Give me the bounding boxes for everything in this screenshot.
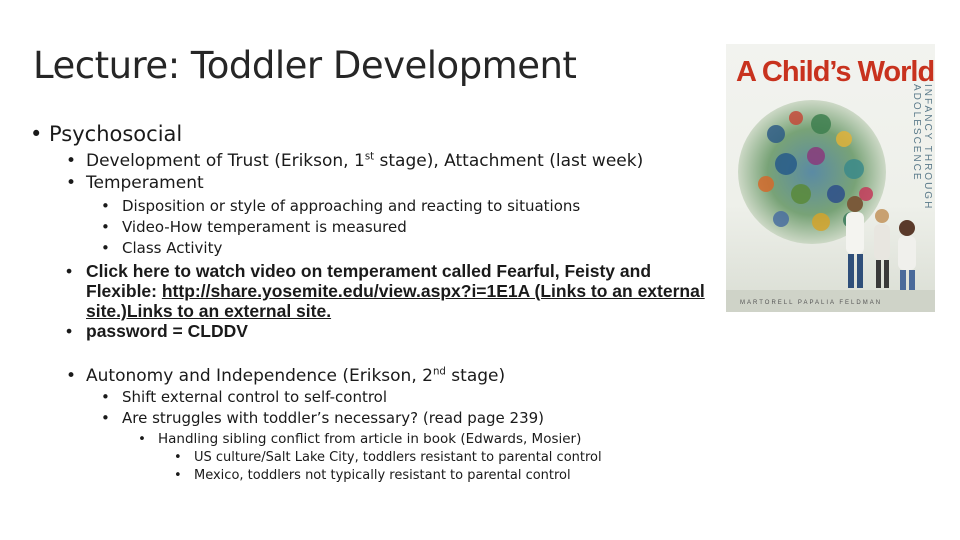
- autonomy-superscript: nd: [432, 366, 446, 378]
- bullet-text: Psychosocial: [49, 122, 183, 146]
- bullet-marker: •: [66, 366, 77, 386]
- bullet-struggles: [101, 409, 544, 427]
- bullet-marker: •: [66, 321, 73, 341]
- trust-superscript: st: [364, 151, 375, 163]
- book-subtitle: INFANCY THROUGH ADOLESCENCE: [911, 84, 933, 211]
- click-here-prefix: Flexible:: [86, 281, 162, 301]
- bullet-marker: •: [174, 450, 182, 465]
- bullet-marker: •: [66, 261, 73, 281]
- bullet-marker: •: [101, 409, 110, 427]
- slide-title: Lecture: Toddler Development: [33, 44, 577, 87]
- bullet-video-measured: [101, 218, 407, 236]
- video-link-block: [66, 261, 726, 321]
- bullet-temperament: [66, 173, 204, 193]
- bullet-text: Temperament: [86, 173, 204, 193]
- video-link[interactable]: http://share.yosemite.edu/view.aspx?i=1E1A (Links to an external: [161, 281, 705, 301]
- click-here-line1: Click here to watch video on temperament called Fearful, Feisty and: [86, 261, 652, 281]
- bullet-text: Handling sibling conflict from article in book (Edwards, Mosier): [158, 431, 582, 447]
- bullet-disposition: [101, 197, 580, 215]
- video-link-continued[interactable]: site.)Links to an external site.: [86, 301, 332, 321]
- trust-text-pre: Development of Trust (Erikson, 1: [86, 151, 365, 171]
- bullet-text: Class Activity: [122, 239, 223, 257]
- bullet-password: [66, 321, 248, 342]
- bullet-class-activity: [101, 239, 222, 257]
- bullet-shift-control: [101, 388, 387, 406]
- bullet-marker: •: [66, 173, 77, 193]
- bullet-text: Disposition or style of approaching and reacting to situations: [122, 197, 581, 215]
- bullet-text: [86, 366, 505, 386]
- book-authors: MARTORELL PAPALIA FELDMAN: [740, 300, 883, 306]
- bullet-text: Video-How temperament is measured: [122, 218, 407, 236]
- book-title: A Child’s World: [736, 56, 935, 88]
- bullet-psychosocial: [30, 122, 182, 146]
- click-here-line2: [86, 281, 726, 301]
- bullet-trust: [66, 151, 643, 171]
- bullet-text: Are struggles with toddler’s necessary? (read page 239): [122, 409, 545, 427]
- bullet-autonomy: [66, 366, 505, 386]
- bullet-marker: •: [101, 218, 110, 236]
- bullet-marker: •: [101, 197, 110, 215]
- bullet-text: password = CLDDV: [86, 321, 248, 341]
- bullet-text: [86, 151, 643, 171]
- click-here-line3: [86, 301, 726, 321]
- book-cover-image: [726, 44, 935, 312]
- bullet-marker: •: [66, 151, 77, 171]
- trust-text-post: stage), Attachment (last week): [374, 151, 644, 171]
- bullet-text: Mexico, toddlers not typically resistant to parental control: [194, 468, 571, 483]
- bullet-text: US culture/Salt Lake City, toddlers resistant to parental control: [194, 450, 602, 465]
- bullet-text: Shift external control to self-control: [122, 388, 388, 406]
- bullet-marker: •: [101, 388, 110, 406]
- bullet-marker: •: [138, 431, 146, 447]
- bullet-marker: •: [30, 122, 43, 146]
- bullet-sibling-conflict: [138, 431, 581, 447]
- bullet-us-culture: [174, 450, 602, 465]
- bullet-mexico: [174, 468, 571, 483]
- bullet-marker: •: [174, 468, 182, 483]
- autonomy-text-post: stage): [445, 366, 506, 386]
- autonomy-text-pre: Autonomy and Independence (Erikson, 2: [86, 366, 433, 386]
- bullet-marker: •: [101, 239, 110, 257]
